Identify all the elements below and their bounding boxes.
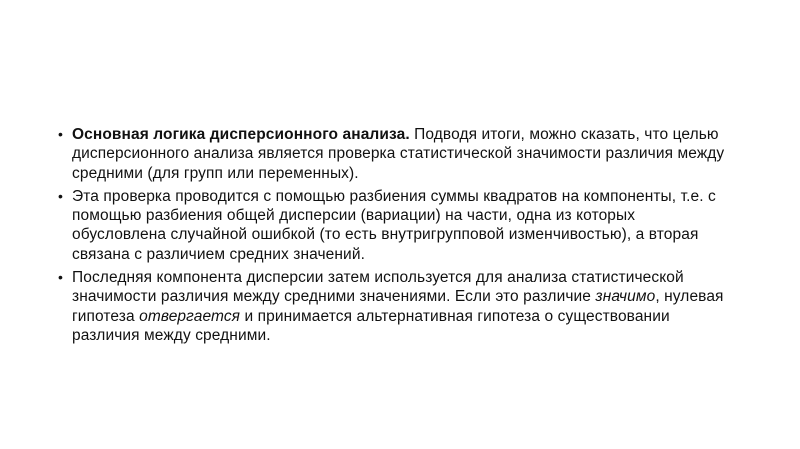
bullet-text-part-3: и принимается альтернативная гипотеза о существовании различия между средними. <box>72 307 670 344</box>
bullet-dot-icon: • <box>58 269 64 286</box>
bullet-text-part-1: Последняя компонента дисперсии затем используется для анализа статистической значимости различия между средними значениями. Если это различие <box>72 269 684 306</box>
bullet-text: Эта проверка проводится с помощью разбиения суммы квадратов на компоненты, т.е. с помощью разбиения общей дисперсии (вариации) на части, одна из которых обусловлена случайной ошибкой (то есть внутригрупповой изменчивостью), а вторая связана с различием средних значений. <box>72 187 716 263</box>
bullet-item-partition <box>58 187 730 264</box>
emphasis-rejected: отвергается <box>139 307 241 325</box>
bullet-text-part-2: , нулевая гипотеза <box>72 288 724 325</box>
bullet-lead-heading: Основная логика дисперсионного анализа. <box>72 126 410 143</box>
emphasis-significant: значимо <box>595 288 656 306</box>
bullet-list <box>58 125 730 345</box>
bullet-dot-icon: • <box>58 187 64 204</box>
bullet-item-last-component <box>58 268 730 345</box>
bullet-item-main-logic <box>58 125 730 183</box>
bullet-text: Подводя итоги, можно сказать, что целью дисперсионного анализа является проверка статистической значимости различия между средними (для групп или переменных). <box>72 126 725 182</box>
slide-content <box>58 125 730 349</box>
bullet-dot-icon: • <box>58 126 64 142</box>
